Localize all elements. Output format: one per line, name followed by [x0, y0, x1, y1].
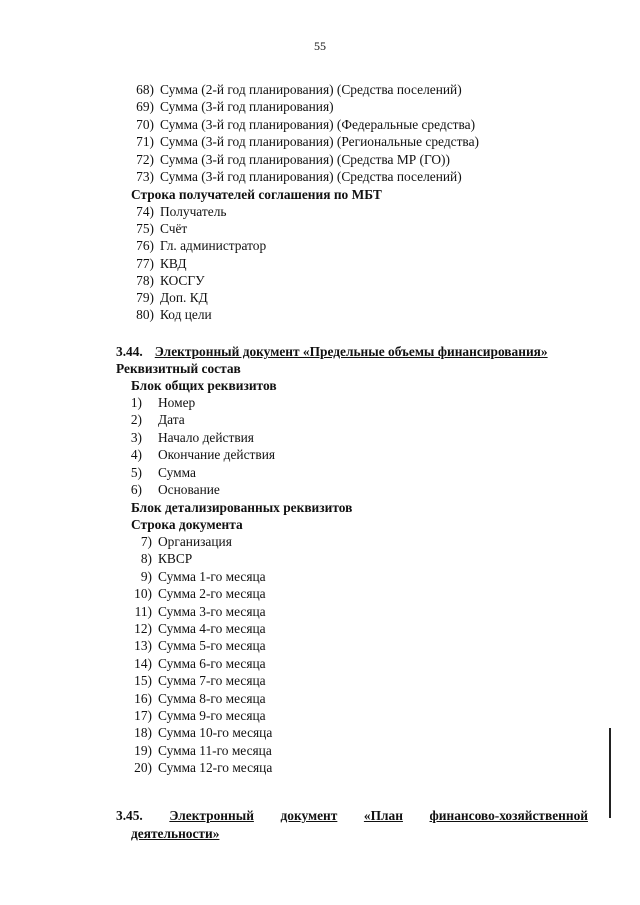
list-item-text: Основание — [158, 482, 220, 497]
list-item-number: 75) — [136, 221, 154, 237]
list-item-text: Сумма (3-й год планирования) (Федеральные средства) — [160, 116, 476, 132]
list-item — [126, 690, 266, 707]
list-item — [128, 412, 185, 428]
list-item-text: Сумма (3-й год планирования) (Региональные средства) — [160, 134, 479, 150]
list-item-number: 74) — [136, 204, 154, 219]
list-item-text: Сумма 12-го месяца — [158, 760, 273, 776]
margin-line — [609, 728, 611, 818]
list-item-number: 78) — [136, 272, 154, 288]
list-item — [128, 255, 187, 272]
list-item-text: Код цели — [160, 307, 212, 323]
list-item — [128, 272, 205, 289]
list-item-number: 8) — [140, 551, 152, 567]
list-item-number: 3) — [130, 429, 142, 445]
list-item-text: Сумма 7-го месяца — [158, 673, 266, 689]
list-item-text: Сумма — [158, 464, 196, 480]
list-item-text: Получатель — [160, 204, 227, 219]
subheading: Реквизитный состав — [116, 361, 241, 376]
list-item-number: 11) — [134, 603, 152, 619]
list-item — [128, 238, 267, 254]
list-item-text: Сумма 1-го месяца — [158, 568, 266, 584]
list-item-text: КВД — [160, 255, 187, 271]
list-item-number: 73) — [136, 169, 154, 184]
list-item — [126, 708, 266, 724]
list-item — [126, 760, 273, 776]
subheading: Строка документа — [131, 517, 243, 532]
list-item-text: Сумма (3-й год планирования) — [160, 99, 334, 115]
list-item-text: Доп. КД — [160, 290, 208, 305]
list-item-text: Сумма 4-го месяца — [158, 621, 266, 636]
list-item-number: 68) — [136, 82, 154, 97]
list-item-text: Сумма 5-го месяца — [158, 638, 266, 654]
section-title: Электронный документ «Предельные объемы финансирования» — [154, 344, 548, 359]
subheading: Блок детализированных реквизитов — [131, 500, 353, 515]
list-item-text: Сумма (2-й год планирования) (Средства поселений) — [160, 82, 462, 97]
list-item-text: Дата — [158, 412, 185, 428]
list-item-text: Сумма 2-го месяца — [158, 586, 266, 602]
list-item — [128, 134, 479, 150]
list-item-number: 2) — [130, 412, 142, 428]
list-item-number: 16) — [134, 690, 152, 706]
list-item — [126, 655, 266, 672]
list-item — [128, 482, 220, 498]
list-item — [128, 204, 227, 220]
list-item-text: Сумма (3-й год планирования) (Средства МР (ГО)) — [160, 151, 450, 167]
list-item-number: 79) — [136, 290, 154, 305]
list-item — [126, 621, 266, 637]
list-item — [128, 82, 462, 98]
list-item-text: Сумма (3-й год планирования) (Средства поселений) — [160, 169, 462, 184]
list-item — [128, 221, 188, 237]
list-item-number: 1) — [130, 395, 142, 410]
list-item — [126, 534, 232, 550]
list-item-number: 10) — [134, 586, 152, 602]
list-item-number: 5) — [130, 464, 142, 480]
list-item — [126, 725, 273, 741]
list-item-number: 9) — [140, 568, 152, 584]
section-number: 3.45. — [116, 808, 143, 823]
list-item-text: КОСГУ — [160, 272, 205, 288]
list-item-text: Начало действия — [158, 429, 254, 445]
list-item-number: 13) — [134, 638, 152, 654]
list-item-number: 80) — [136, 307, 154, 323]
list-item-number: 19) — [134, 742, 152, 758]
list-item — [128, 429, 254, 446]
list-item-number: 70) — [136, 116, 154, 132]
list-item — [128, 116, 476, 133]
list-item-text: Сумма 3-го месяца — [158, 603, 266, 619]
list-item-text: Сумма 10-го месяца — [158, 725, 273, 741]
list-item-number: 69) — [136, 99, 154, 115]
section-number: 3.44. — [116, 344, 143, 359]
list-item-number: 20) — [134, 760, 152, 776]
list-item — [128, 464, 196, 481]
list-item-number: 18) — [134, 725, 152, 741]
section-title-continuation: деятельности» — [131, 826, 220, 841]
list-item — [128, 395, 196, 411]
list-item — [128, 169, 462, 185]
list-item-text: Счёт — [160, 221, 188, 237]
list-item-number: 72) — [136, 151, 154, 167]
list-item-number: 77) — [136, 255, 154, 271]
page-number: 55 — [314, 39, 326, 53]
list-item-text: КВСР — [158, 551, 193, 567]
list-item-text: Гл. администратор — [160, 238, 267, 254]
list-item — [126, 551, 193, 567]
list-item-number: 4) — [130, 447, 142, 463]
list-item-text: Сумма 11-го месяца — [158, 742, 272, 758]
list-item — [126, 568, 266, 585]
list-item — [126, 673, 266, 689]
list-item-text: Сумма 9-го месяца — [158, 708, 266, 723]
list-item — [126, 742, 272, 759]
list-item-number: 7) — [140, 534, 152, 549]
list-item — [126, 638, 266, 654]
list-item-number: 76) — [136, 238, 154, 254]
list-item — [128, 307, 212, 323]
list-item — [128, 447, 276, 463]
list-item-text: Организация — [158, 534, 232, 549]
heading-word: «План — [363, 808, 403, 823]
subheading: Строка получателей соглашения по МБТ — [131, 187, 382, 202]
section-heading — [116, 808, 588, 824]
heading-word: документ — [280, 808, 338, 823]
heading-word: финансово-хозяйственной — [429, 808, 588, 823]
list-item-text: Сумма 6-го месяца — [158, 655, 266, 671]
heading-word: Электронный — [169, 808, 254, 823]
list-item-text: Номер — [158, 395, 196, 410]
section-heading — [116, 344, 548, 360]
list-item — [126, 603, 266, 620]
list-item — [126, 586, 266, 602]
subheading: Блок общих реквизитов — [131, 378, 277, 393]
list-item-number: 6) — [130, 482, 142, 497]
list-item — [128, 99, 334, 115]
list-item-text: Сумма 8-го месяца — [158, 690, 266, 706]
list-item-number: 15) — [134, 673, 152, 689]
list-item — [128, 151, 450, 168]
list-item-text: Окончание действия — [158, 447, 276, 463]
list-item-number: 14) — [134, 655, 152, 671]
list-item-number: 12) — [134, 621, 152, 636]
list-item-number: 17) — [134, 708, 152, 723]
list-item-number: 71) — [136, 134, 154, 150]
list-item — [128, 290, 208, 306]
